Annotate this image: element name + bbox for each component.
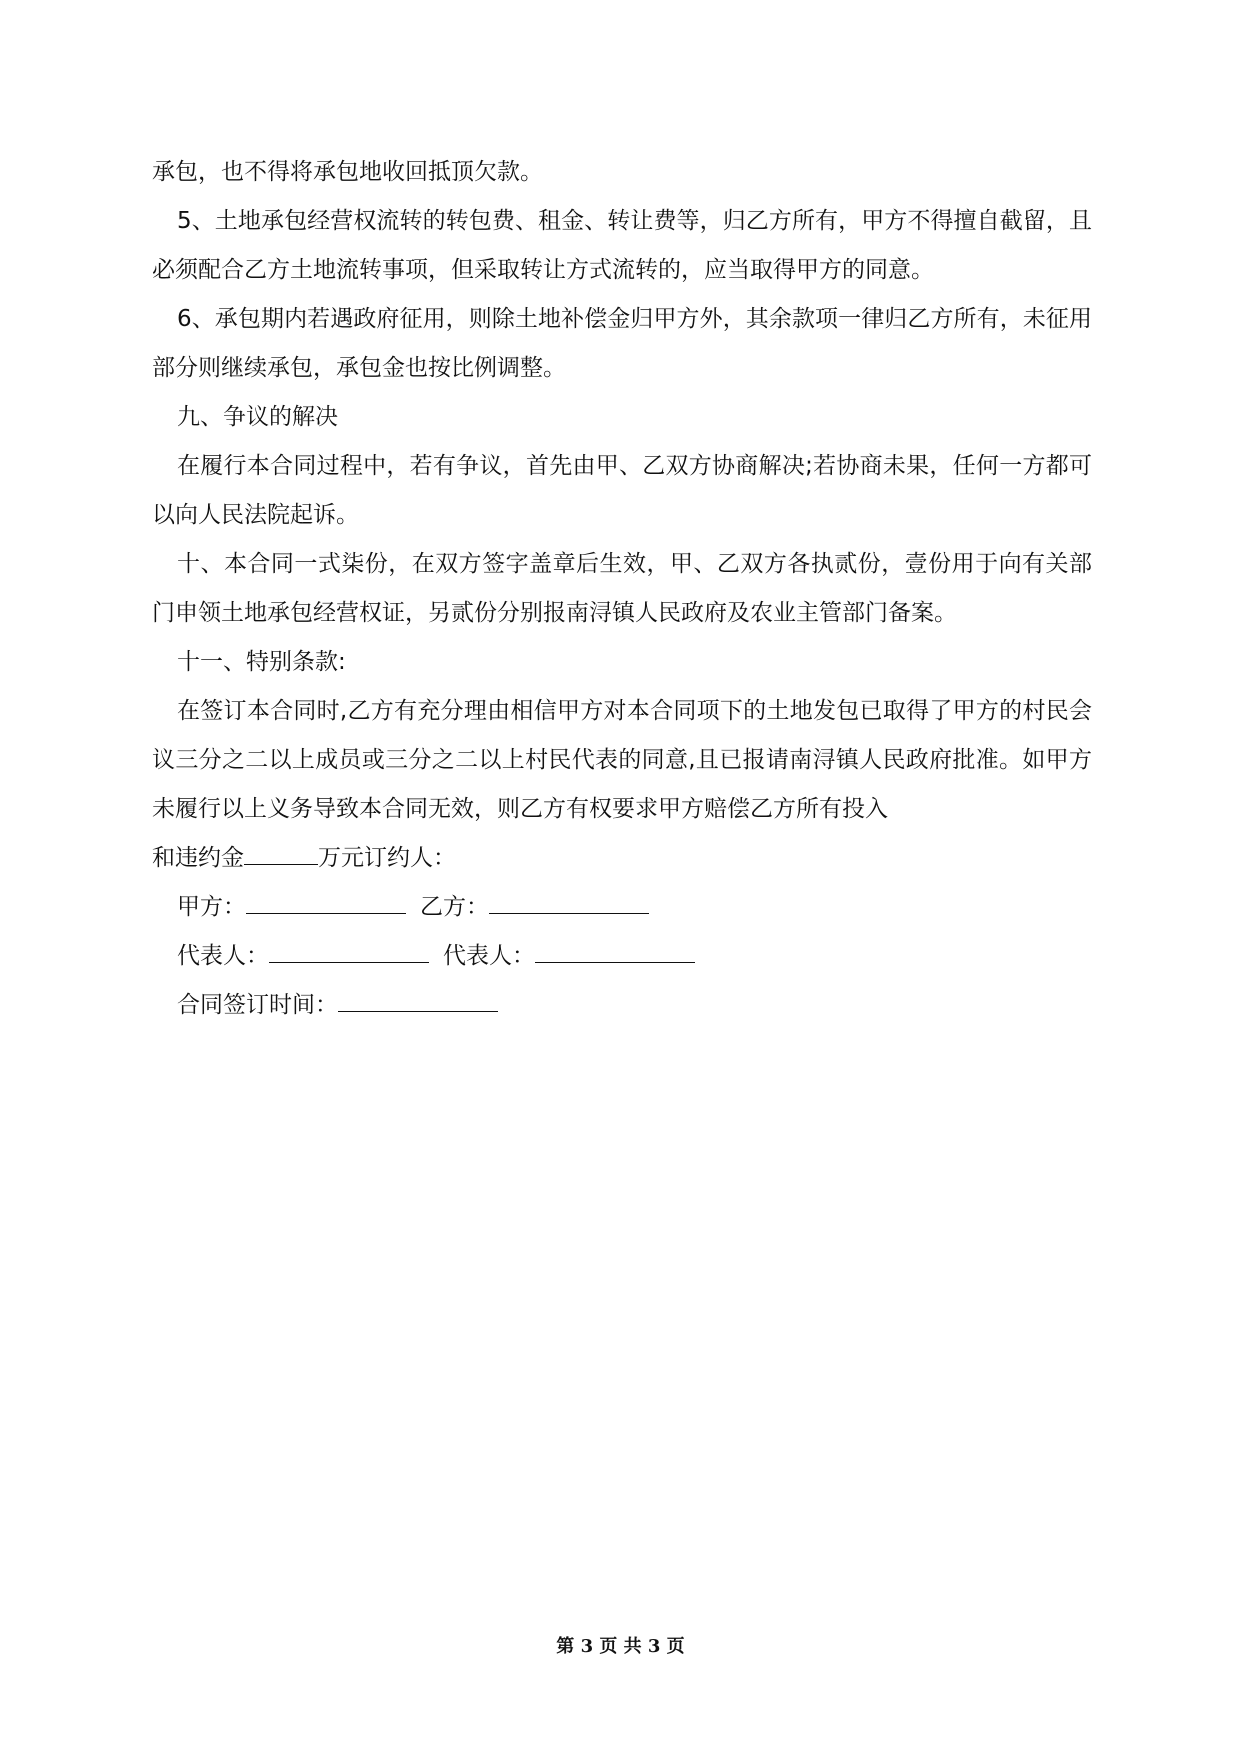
date-label: 合同签订时间： [177, 992, 338, 1018]
dispute-clause: 在履行本合同过程中，若有争议，首先由甲、乙双方协商解决;若协商未果，任何一方都可以向人民法院起诉。 [152, 453, 1092, 528]
section-heading-special: 十一、特别条款: [177, 649, 346, 675]
section-heading-dispute: 九、争议的解决 [177, 404, 338, 430]
paragraph-continuation: 承包，也不得将承包地收回抵顶欠款。 [152, 159, 543, 185]
penalty-amount-blank [244, 842, 318, 865]
rep-a-blank [269, 940, 429, 963]
contract-body [152, 148, 1092, 1030]
signature-party-line [152, 883, 1092, 932]
clause-6: 6、承包期内若遇政府征用，则除土地补偿金归甲方外，其余款项一律归乙方所有，未征用部分则继续承包，承包金也按比例调整。 [152, 306, 1092, 381]
rep-a-label: 代表人： [177, 943, 269, 969]
rep-b-label: 代表人： [443, 943, 535, 969]
date-blank [338, 989, 498, 1012]
party-b-label: 乙方： [420, 894, 489, 920]
section-copies: 十、本合同一式柒份，在双方签字盖章后生效，甲、乙双方各执贰份，壹份用于向有关部门申领土地承包经营权证，另贰份分别报南浔镇人民政府及农业主管部门备案。 [152, 551, 1092, 626]
clause-5: 5、土地承包经营权流转的转包费、租金、转让费等，归乙方所有，甲方不得擅自截留，且必须配合乙方土地流转事项，但采取转让方式流转的，应当取得甲方的同意。 [152, 208, 1092, 283]
penalty-line [152, 834, 1092, 883]
party-a-blank [246, 891, 406, 914]
signature-representative-line [152, 932, 1092, 981]
page-footer: 第 3 页 共 3 页 [556, 1636, 685, 1657]
penalty-prefix: 和违约金 [152, 845, 244, 871]
special-clause: 在签订本合同时,乙方有充分理由相信甲方对本合同项下的土地发包已取得了甲方的村民会议三分之二以上成员或三分之二以上村民代表的同意,且已报请南浔镇人民政府批准。如甲方未履行以上义务导致本合同无效，则乙方有权要求甲方赔偿乙方所有投入 [152, 698, 1092, 822]
party-a-label: 甲方： [177, 894, 246, 920]
rep-b-blank [535, 940, 695, 963]
penalty-suffix: 万元订约人： [318, 845, 456, 871]
party-b-blank [489, 891, 649, 914]
signature-date-line [152, 981, 1092, 1030]
